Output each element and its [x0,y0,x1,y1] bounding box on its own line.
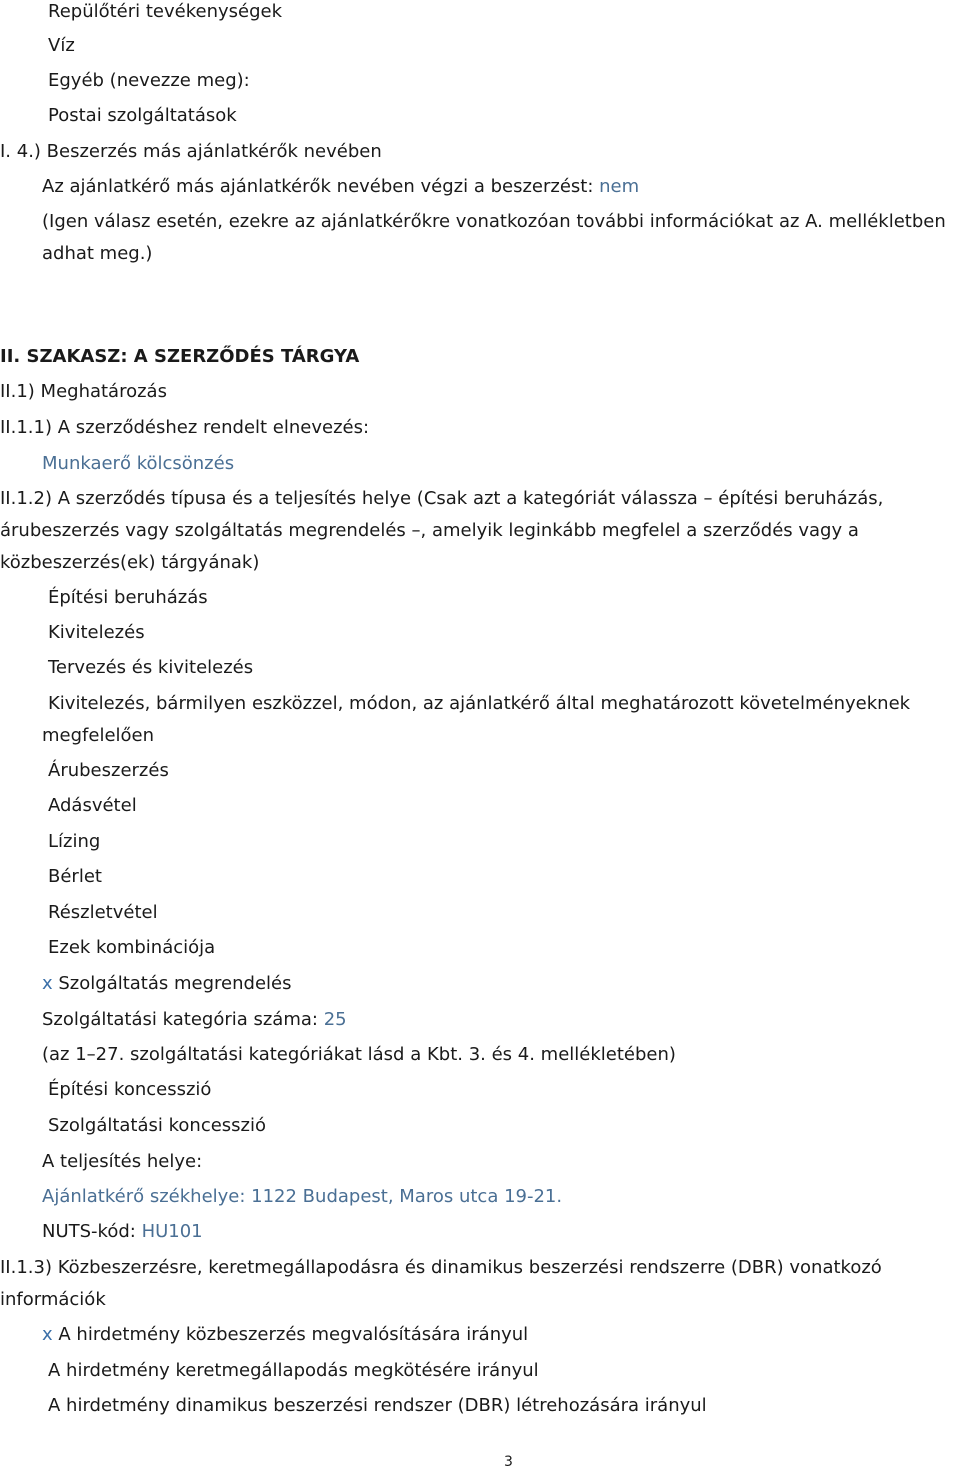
nuts-code-value: HU101 [141,1221,203,1242]
list-item-postal: Postai szolgáltatások [48,105,237,126]
section-ii12-line-2: árubeszerzés vagy szolgáltatás megrendelés –, amelyik leginkább megfelel a szerződés vagy a [0,520,859,541]
option-works: Építési beruházás [48,587,208,608]
section-ii13-line-1: II.1.3) Közbeszerzésre, keretmegállapodásra és dinamikus beszerzési rendszerre (DBR) vonatkozó [0,1257,882,1278]
section-i4-note-1: (Igen válasz esetén, ezekre az ajánlatkérőkre vonatkozóan további információkat az A. mellékletben [42,211,946,232]
service-category-label: Szolgáltatási kategória száma: [42,1009,324,1030]
notice-option-procurement-line [42,1323,528,1347]
place-of-performance-label: A teljesítés helye: [42,1151,203,1172]
option-execution-any-means-2: megfelelően [42,725,155,746]
option-execution-any-means-1: Kivitelezés, bármilyen eszközzel, módon, az ajánlatkérő által meghatározott követelményeknek [48,693,911,714]
option-combination: Ezek kombinációja [48,937,216,958]
notice-option-framework: A hirdetmény keretmegállapodás megkötésére irányul [48,1360,539,1381]
section-i4-answer: nem [599,176,640,197]
notice-option-procurement: A hirdetmény közbeszerzés megvalósítására irányul [52,1324,529,1345]
procurement-check-mark: x [42,1324,53,1345]
section-ii-title: II. SZAKASZ: A SZERZŐDÉS TÁRGYA [0,346,360,367]
service-category-note: (az 1–27. szolgáltatási kategóriákat lásd a Kbt. 3. és 4. mellékletében) [42,1044,676,1065]
place-of-performance-value: Ajánlatkérő székhelye: 1122 Budapest, Maros utca 19-21. [42,1186,563,1207]
section-ii11-label: II.1.1) A szerződéshez rendelt elnevezés: [0,417,370,438]
contract-name-value: Munkaerő kölcsönzés [42,453,235,474]
section-ii1-heading: II.1) Meghatározás [0,381,167,402]
page-number: 3 [504,1454,513,1470]
list-item-water: Víz [48,35,75,56]
section-i4-question: Az ajánlatkérő más ajánlatkérők nevében végzi a beszerzést: [42,176,600,197]
section-i4-note-2: adhat meg.) [42,243,153,264]
option-design-execution: Tervezés és kivitelezés [48,657,254,678]
section-ii12-line-3: közbeszerzés(ek) tárgyának) [0,552,260,573]
option-services: Szolgáltatás megrendelés [52,973,292,994]
list-item-other: Egyéb (nevezze meg): [48,70,250,91]
section-ii13-line-2: információk [0,1289,106,1310]
services-check-mark: x [42,973,53,994]
service-category-line [42,1008,347,1032]
notice-option-dps: A hirdetmény dinamikus beszerzési rendszer (DBR) létrehozására irányul [48,1395,707,1416]
nuts-code-line [42,1220,203,1244]
option-services-concession: Szolgáltatási koncesszió [48,1115,267,1136]
option-services-line [42,972,291,996]
option-hire-purchase: Részletvétel [48,902,158,923]
section-i4-question-line [42,175,639,199]
option-works-concession: Építési koncesszió [48,1079,212,1100]
section-ii12-line-1: II.1.2) A szerződés típusa és a teljesítés helye (Csak azt a kategóriát válassza – építési beruházás, [0,488,884,509]
option-purchase: Adásvétel [48,795,137,816]
option-rental: Bérlet [48,866,102,887]
section-i4-heading: I. 4.) Beszerzés más ajánlatkérők nevében [0,141,382,162]
nuts-code-label: NUTS-kód: [42,1221,142,1242]
option-supplies: Árubeszerzés [48,760,169,781]
option-execution: Kivitelezés [48,622,145,643]
option-lease: Lízing [48,831,101,852]
service-category-value: 25 [323,1009,347,1030]
list-item-airport: Repülőtéri tevékenységek [48,1,283,22]
